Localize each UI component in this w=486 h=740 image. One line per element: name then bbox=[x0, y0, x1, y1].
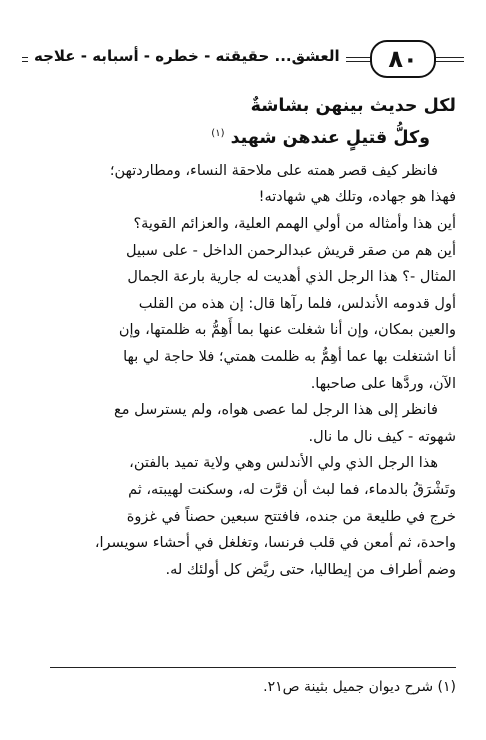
page-body bbox=[28, 92, 456, 583]
verse-text-2: وكلُّ قتيلٍ عندهن شهيد bbox=[230, 127, 430, 148]
page-header bbox=[22, 38, 464, 78]
footnote-separator bbox=[50, 667, 456, 668]
text-line: وضم أطراف من إيطاليا، حتى ريَّض كل أولئك له. bbox=[165, 561, 456, 578]
running-title: العشق... حقيقته - خطره - أسبابه - علاجه bbox=[28, 44, 346, 68]
verse-line-2 bbox=[28, 120, 456, 152]
text-line: الآن، وردَّها على صاحبها. bbox=[310, 375, 456, 392]
text-line: واحدة، ثم أمعن في قلب فرنسا، وتغلغل في أحشاء سويسرا، bbox=[94, 535, 456, 552]
text-line: والعين بمكان، وإن أنا شغلت عنها بما أَهِمُّ به ظلمتها، وإن bbox=[118, 322, 456, 339]
text-line: خرج في طليعة من جنده، فافتتح سبعين حصناً في غزوة bbox=[126, 508, 456, 525]
page-number: ٨٠ bbox=[370, 40, 436, 78]
text-line: فهذا هو جهاده، وتلك هي شهادته! bbox=[258, 189, 456, 206]
text-line: المثال -؟ هذا الرجل الذي أهديت له جارية بارعة الجمال bbox=[127, 269, 456, 286]
verse-text-1: لكل حديث بينهن بشاشةٌ bbox=[250, 96, 456, 116]
footnote: (١) شرح ديوان جميل بثينة ص٢١. bbox=[263, 679, 456, 695]
text-line: هذا الرجل الذي ولي الأندلس وهي ولاية تميد بالفتن، bbox=[129, 455, 438, 472]
verse-line-1 bbox=[28, 92, 456, 120]
text-line: أين هذا وأمثاله من أولي الهمم العلية، والعزائم القوية؟ bbox=[133, 216, 456, 233]
text-line: أنا اشتغلت بها عما أهِمُّ به ظلمت همتي؛ فلا حاجة لي بها bbox=[123, 348, 456, 365]
text-line: وتَشْرَقُ بالدماء، فما لبث أن قرَّت له، وسكنت لهيبته، ثم bbox=[128, 481, 456, 498]
text-line: فانظر إلى هذا الرجل لما عصى هواه، ولم يسترسل مع bbox=[114, 402, 438, 419]
text-line: أول قدومه الأندلس، فلما رآها قال: إن هذه من القلب bbox=[138, 295, 456, 312]
text-line: شهوته - كيف نال ما نال. bbox=[308, 428, 456, 445]
text-line: أين هم من صقر قريش عبدالرحمن الداخل - على سبيل bbox=[126, 242, 456, 259]
footnote-marker: (١) bbox=[211, 128, 225, 139]
text-line: فانظر كيف قصر همته على ملاحقة النساء، ومطاردتهن؛ bbox=[109, 162, 438, 179]
